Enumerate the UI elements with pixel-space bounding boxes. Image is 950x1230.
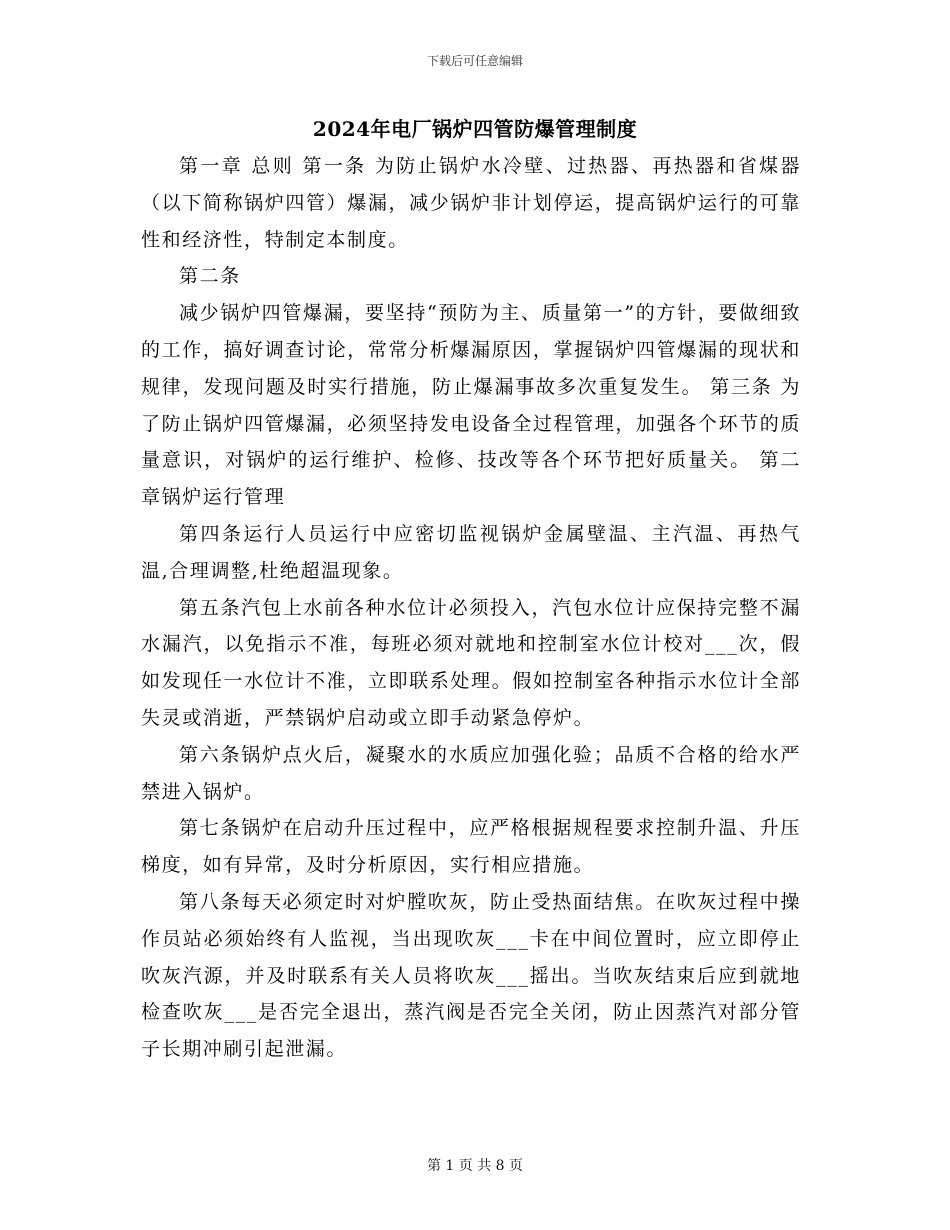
document-title: 2024年电厂锅炉四管防爆管理制度 — [312, 117, 638, 141]
paragraph-article8: 第八条每天必须定时对炉膛吹灰，防止受热面结焦。在吹灰过程中操作员站必须始终有人监视，当出现吹灰___卡在中间位置时，应立即停止吹灰汽源，并及时联系有关人员将吹灰___摇出。当吹灰结束后应到就地检查吹灰___是否完全退出，蒸汽阀是否完全关闭，防止因蒸汽对部分管子长期冲刷引起泄漏。 — [141, 890, 801, 1061]
document-body — [141, 148, 801, 1068]
paragraph-chapter1-article1: 第一章 总则 第一条 为防止锅炉水冷壁、过热器、再热器和省煤器（以下简称锅炉四管）爆漏，减少锅炉非计划停运，提高锅炉运行的可靠性和经济性，特制定本制度。 — [141, 155, 801, 251]
paragraph-article6: 第六条锅炉点火后，凝聚水的水质应加强化验；品质不合格的给水严禁进入锅炉。 — [141, 743, 801, 803]
paragraph-article2-article3: 减少锅炉四管爆漏，要坚持“预防为主、质量第一”的方针，要做细致的工作，搞好调查讨论，常常分析爆漏原因，掌握锅炉四管爆漏的现状和规律，发现问题及时实行措施，防止爆漏事故多次重复发生。 第三条 为了防止锅炉四管爆漏，必须坚持发电设备全过程管理，加强各个环节的质量意识，对锅炉的运行维护、检修、技改等各个环节把好质量关。 第二章锅炉运行管理 — [141, 302, 801, 509]
paragraph-article4: 第四条运行人员运行中应密切监视锅炉金属壁温、主汽温、再热气温,合理调整,杜绝超温现象。 — [141, 522, 801, 582]
page-header-note: 下载后可任意编辑 — [426, 54, 523, 68]
paragraph-article7: 第七条锅炉在启动升压过程中，应严格根据规程要求控制升温、升压梯度，如有异常，及时分析原因，实行相应措施。 — [141, 817, 801, 877]
page-number: 第 1 页 共 8 页 — [426, 1158, 524, 1174]
paragraph-article2-heading: 第二条 — [179, 265, 241, 288]
paragraph-article5: 第五条汽包上水前各种水位计必须投入，汽包水位计应保持完整不漏水漏汽，以免指示不准，每班必须对就地和控制室水位计校对___次，假如发现任一水位计不准，立即联系处理。假如控制室各种指示水位计全部失灵或消逝，严禁锅炉启动或立即手动紧急停炉。 — [141, 596, 801, 729]
